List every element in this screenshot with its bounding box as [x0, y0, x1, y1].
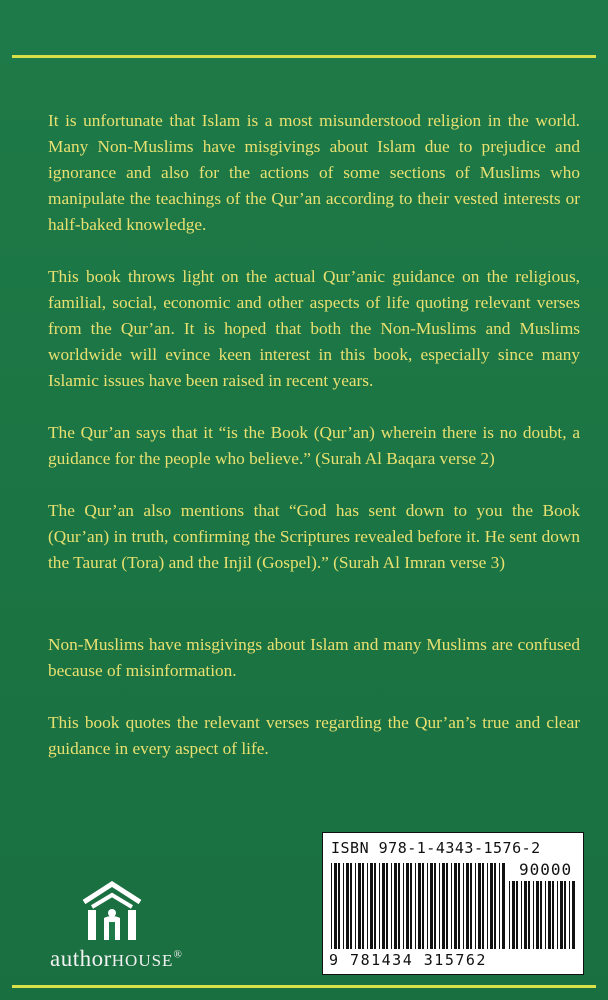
bottom-rule — [12, 985, 596, 988]
price-code: 90000 — [519, 860, 573, 879]
isbn-label: ISBN 978-1-4343-1576-2 — [331, 839, 541, 857]
top-rule — [12, 55, 596, 58]
main-barcode-bars — [331, 863, 505, 949]
isbn-barcode — [322, 832, 584, 975]
authorhouse-logo — [50, 880, 183, 980]
paragraph-3: The Qur’an says that it “is the Book (Qur’an) wherein there is no doubt, a guidance for the people who believe.” (Surah Al Baqara verse 2) — [48, 423, 580, 468]
blurb — [48, 108, 580, 788]
publisher-name: authorHOUSE® — [50, 946, 183, 971]
addon-barcode-bars — [509, 881, 575, 949]
paragraph-1: It is unfortunate that Islam is a most misunderstood religion in the world. Many Non-Muslims have misgivings about Islam due to prejudice and ignorance and also for the actions of some sections of Muslims who manipulate the teachings of the Qur’an according to their vested interests or half-baked knowledge. — [48, 111, 580, 234]
paragraph-5: Non-Muslims have misgivings about Islam and many Muslims are confused because of misinformation. — [48, 635, 580, 680]
house-logo-icon — [80, 880, 144, 944]
paragraph-6: This book quotes the relevant verses regarding the Qur’an’s true and clear guidance in every aspect of life. — [48, 713, 580, 758]
barcode-number: 9 781434 315762 — [329, 951, 487, 969]
paragraph-2: This book throws light on the actual Qur’anic guidance on the religious, familial, social, economic and other aspects of life quoting relevant verses from the Qur’an. It is hoped that both the Non-Muslims and Muslims worldwide will evince keen interest in this book, especially since many Islamic issues have been raised in recent years. — [48, 267, 580, 390]
paragraph-4: The Qur’an also mentions that “God has sent down to you the Book (Qur’an) in truth, confirming the Scriptures revealed before it. He sent down the Taurat (Tora) and the Injil (Gospel).” (Surah Al Imran verse 3) — [48, 501, 580, 572]
